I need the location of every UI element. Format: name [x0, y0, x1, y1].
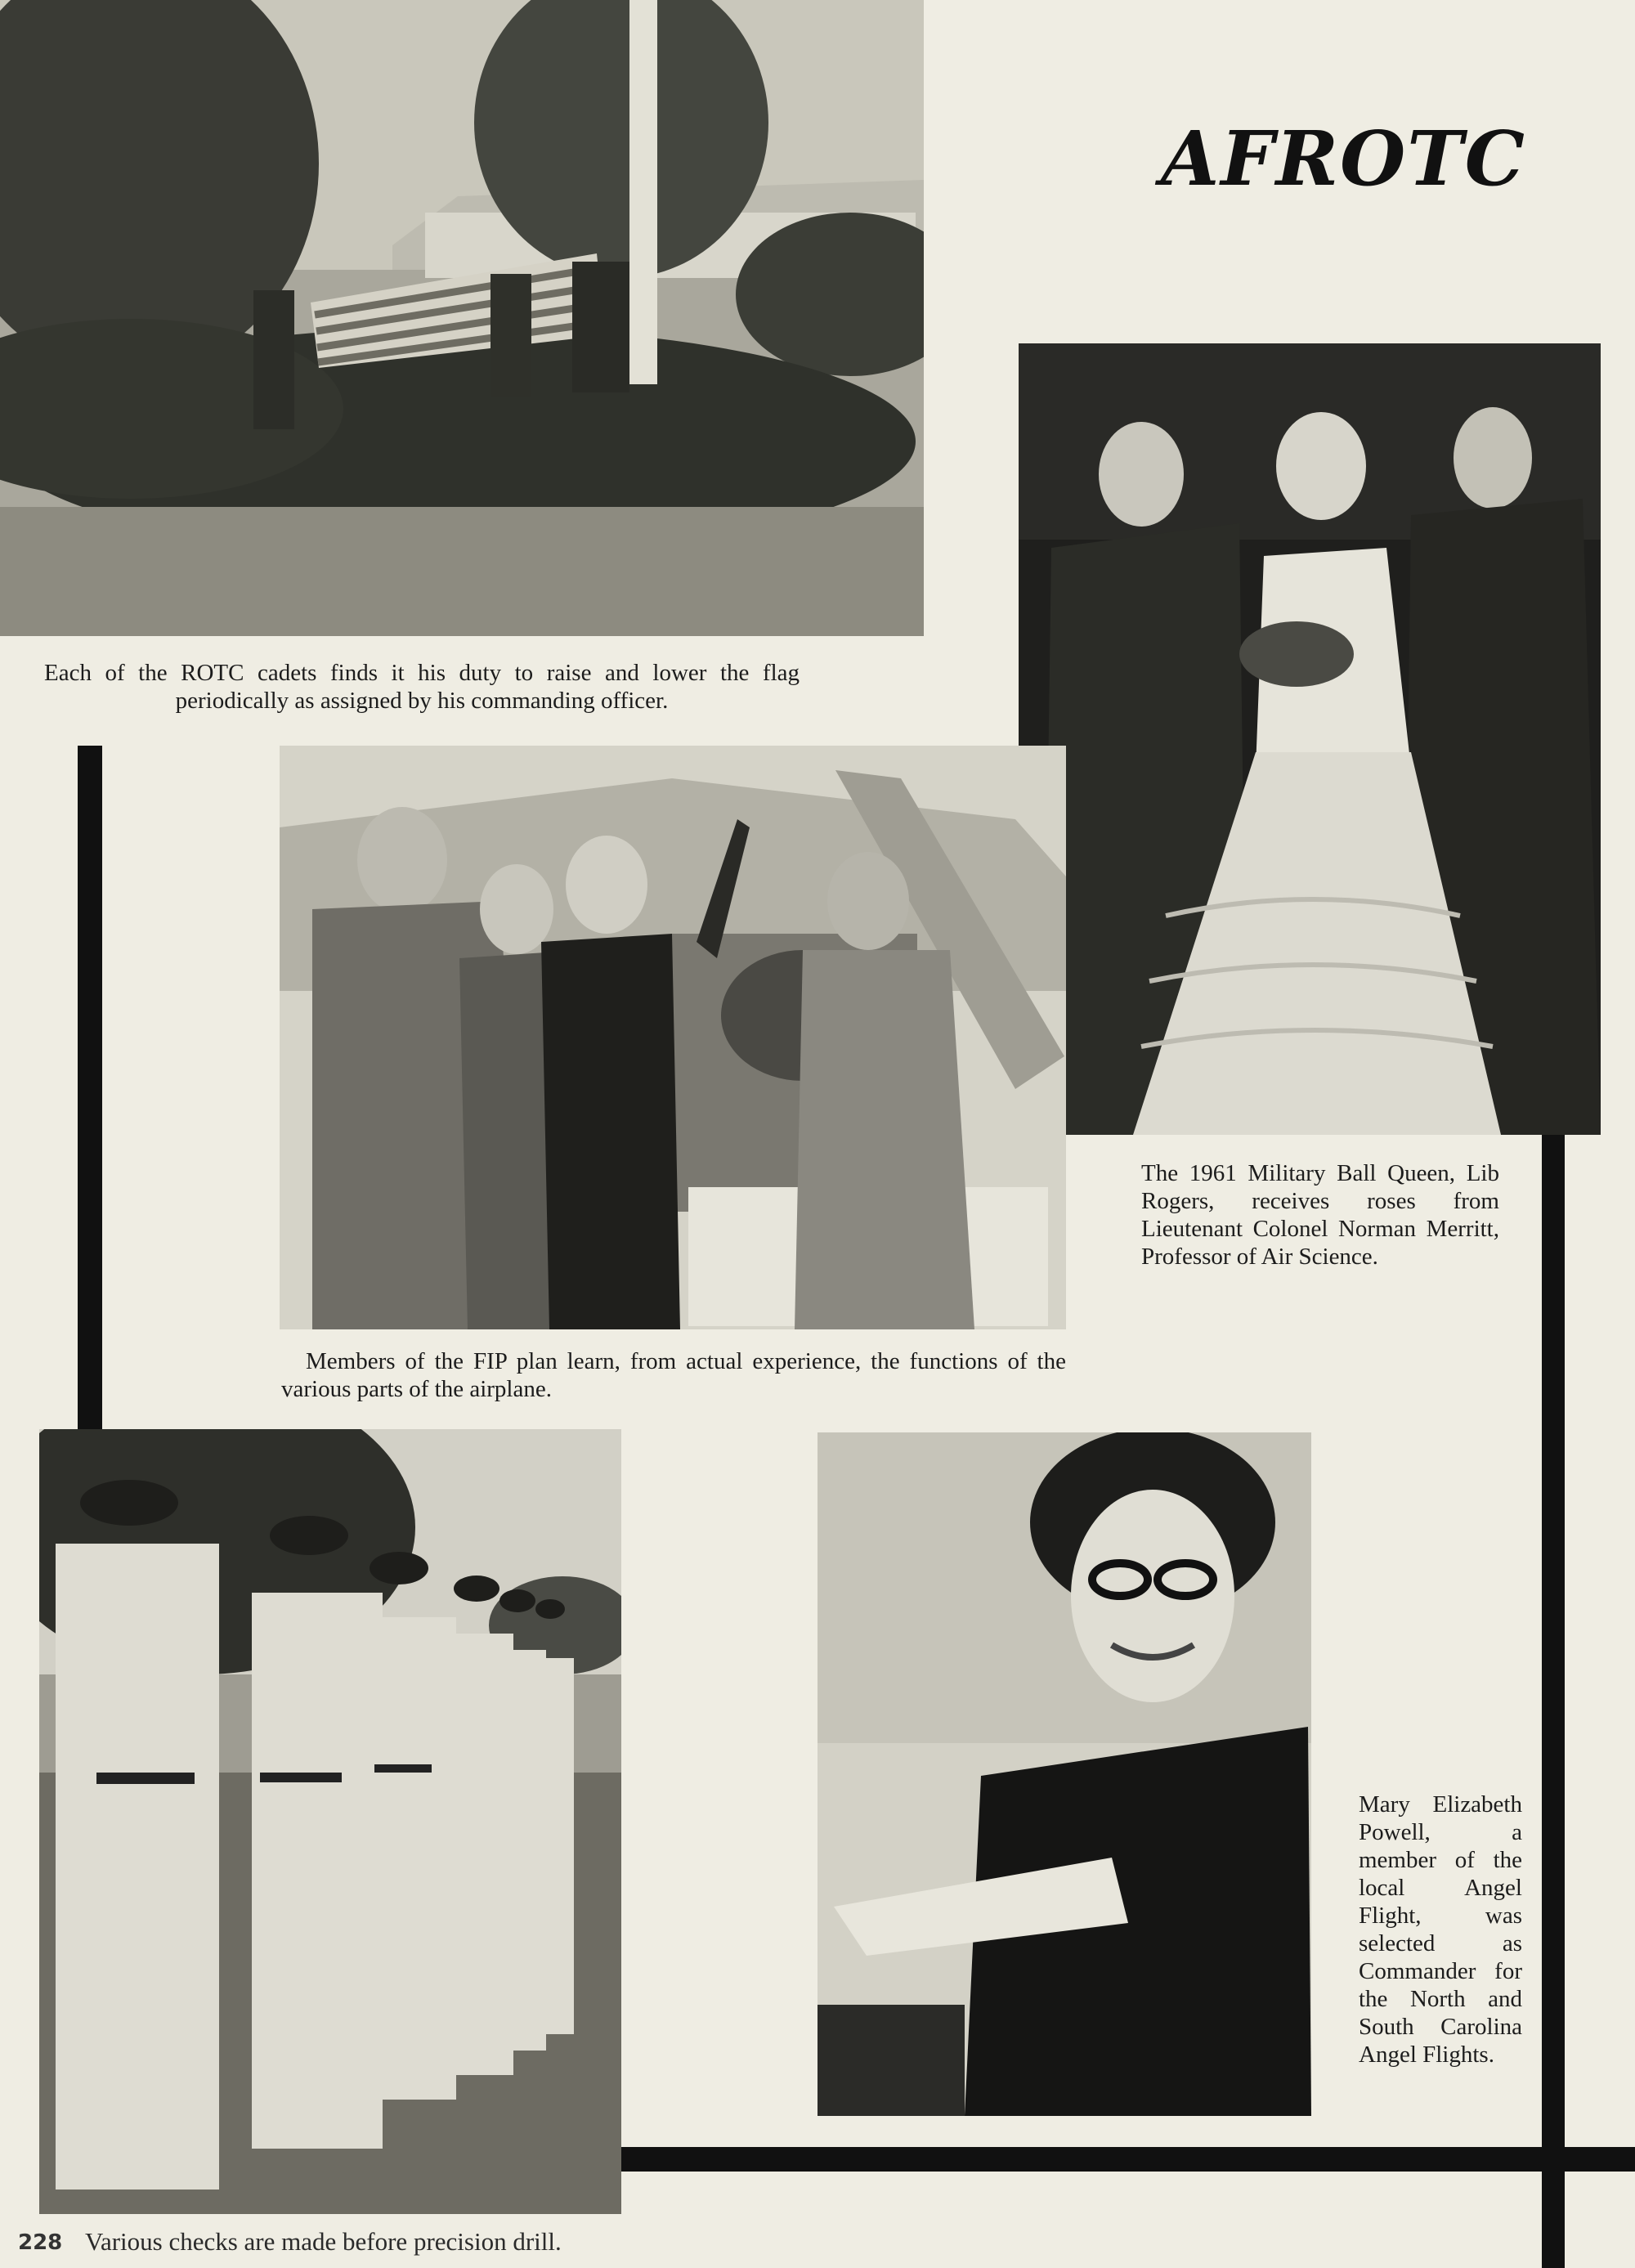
divider-rule-bottom	[621, 2147, 1635, 2172]
airplane-lesson-photo	[280, 746, 1066, 1329]
caption-drill: Various checks are made before precision drill.	[85, 2227, 562, 2256]
caption-flag: Each of the ROTC cadets finds it his duty to raise and lower the flag periodically as assigned by his commanding officer.	[44, 660, 800, 714]
military-ball-photo	[1019, 343, 1601, 1135]
divider-rule-right	[1542, 1135, 1565, 2268]
section-title: AFROTC	[1161, 114, 1526, 203]
page-number: 228	[18, 2230, 63, 2255]
caption-powell: Mary Elizabeth Powell, a member of the local Angel Flight, was selected as Commander for the North and South Carolina Angel Flights.	[1359, 1791, 1522, 2068]
portrait-photo	[818, 1432, 1311, 2116]
divider-rule-left	[78, 746, 102, 1431]
caption-airplane: Members of the FIP plan learn, from actual experience, the functions of the various parts of the airplane.	[281, 1348, 1066, 1402]
caption-ball: The 1961 Military Ball Queen, Lib Rogers, receives roses from Lieutenant Colonel Norman Merritt, Professor of Air Science.	[1141, 1160, 1499, 1270]
flag-raising-photo	[0, 0, 924, 636]
drill-inspection-photo	[39, 1429, 621, 2214]
